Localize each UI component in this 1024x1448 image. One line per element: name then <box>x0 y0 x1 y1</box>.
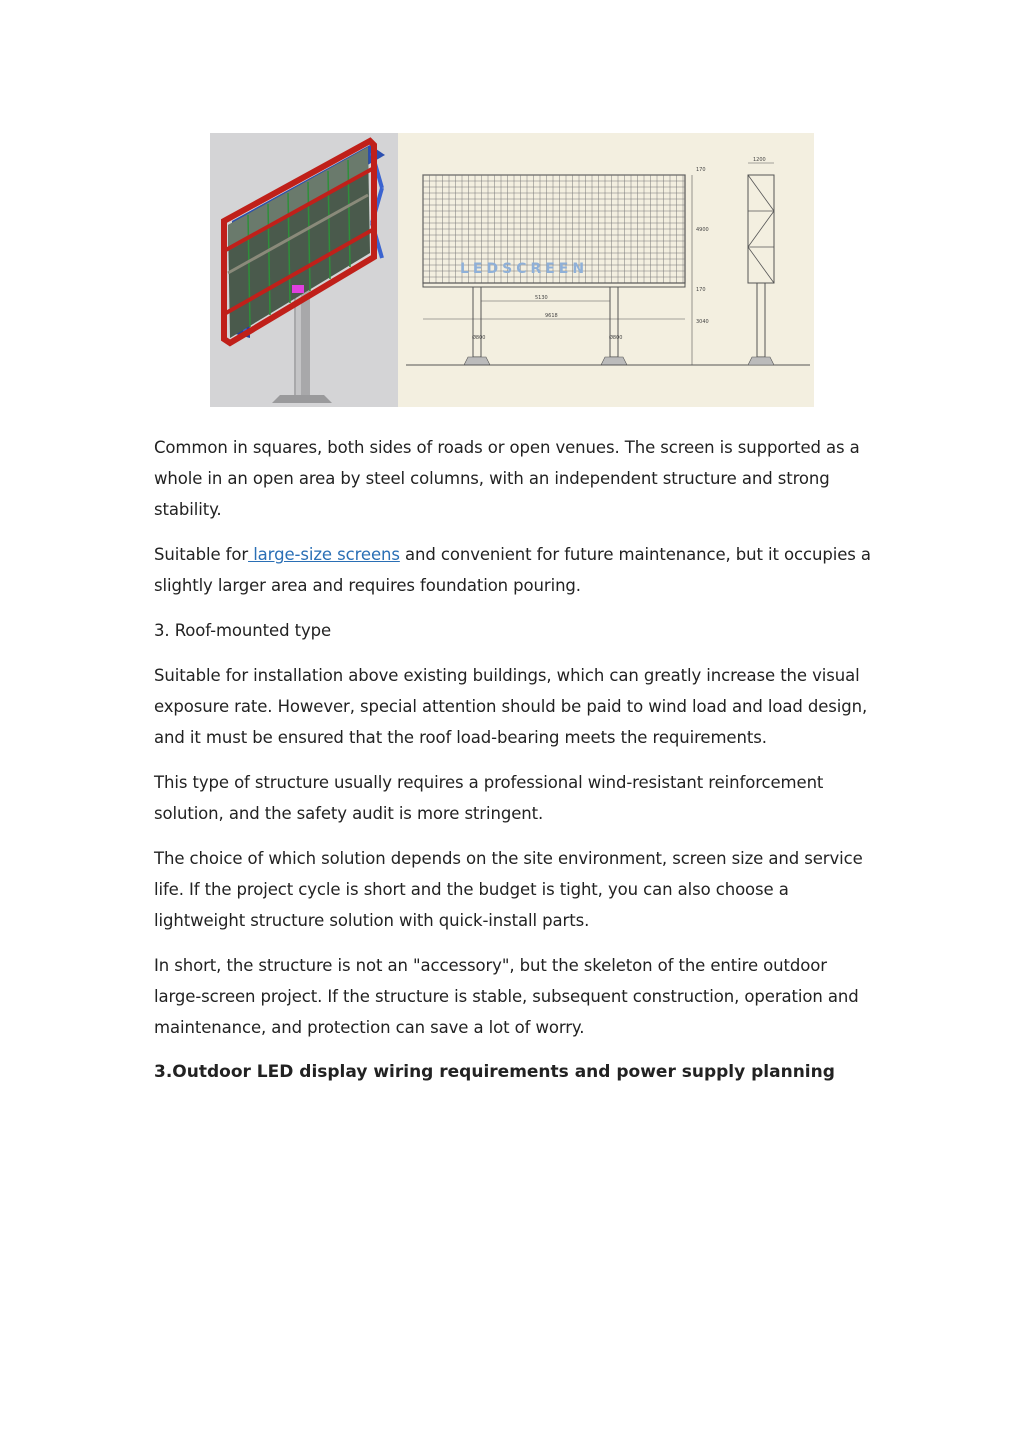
para-suitable <box>154 539 874 601</box>
dim-outer-width: 9618 <box>545 313 558 319</box>
paragraph-6: The choice of which solution depends on the site environment, screen size and service life. If the project cycle is short and the budget is tight, you can also choose a lightweight structure solution with quick-install parts. <box>154 849 863 930</box>
dim-h-top: 170 <box>696 167 706 173</box>
dim-depth: 1200 <box>753 157 766 163</box>
dim-h-main: 4900 <box>696 227 709 233</box>
dim-leg-right: Ø800 <box>609 335 623 341</box>
para-ground-type <box>154 432 874 525</box>
paragraph-1: Common in squares, both sides of roads or open venues. The screen is supported as a whole in an open area by steel columns, with an independent structure and strong stability. <box>154 438 860 519</box>
para-roof-desc <box>154 660 874 753</box>
structure-figure <box>210 133 814 407</box>
para-summary <box>154 950 874 1043</box>
paragraph-4: Suitable for installation above existing buildings, which can greatly increase the visual exposure rate. However, special attention should be paid to wind load and load design, and it must be ensured that the roof load-bearing meets the requirements. <box>154 666 868 747</box>
paragraph-2-text-b: and convenient for future maintenance, but it occupies a slightly larger area and requires foundation pouring. <box>154 545 871 595</box>
section-heading <box>154 1057 874 1088</box>
dim-inner-width: 5130 <box>535 295 548 301</box>
structure-illustration <box>210 133 814 407</box>
paragraph-3: 3. Roof-mounted type <box>154 621 332 640</box>
paragraph-5: This type of structure usually requires a professional wind-resistant reinforcement solution, and the safety audit is more stringent. <box>154 773 824 823</box>
section-heading-text: 3.Outdoor LED display wiring requirements and power supply planning <box>154 1062 835 1082</box>
para-wind <box>154 767 874 829</box>
paragraph-7: In short, the structure is not an "accessory", but the skeleton of the entire outdoor large-screen project. If the structure is stable, subsequent construction, operation and maintenance, and protection can save a lot of worry. <box>154 956 859 1037</box>
dim-h-gap: 170 <box>696 287 706 293</box>
dim-leg-left: Ø800 <box>472 335 486 341</box>
paragraph-2 <box>154 539 874 601</box>
large-size-screens-link[interactable]: large-size screens <box>248 545 400 564</box>
svg-text:LEDSCREEN: LEDSCREEN <box>460 261 589 277</box>
para-roof-title <box>154 615 874 646</box>
dim-h-base: 3040 <box>696 319 709 325</box>
para-choice <box>154 843 874 936</box>
paragraph-2-text-a: Suitable for <box>154 545 249 564</box>
